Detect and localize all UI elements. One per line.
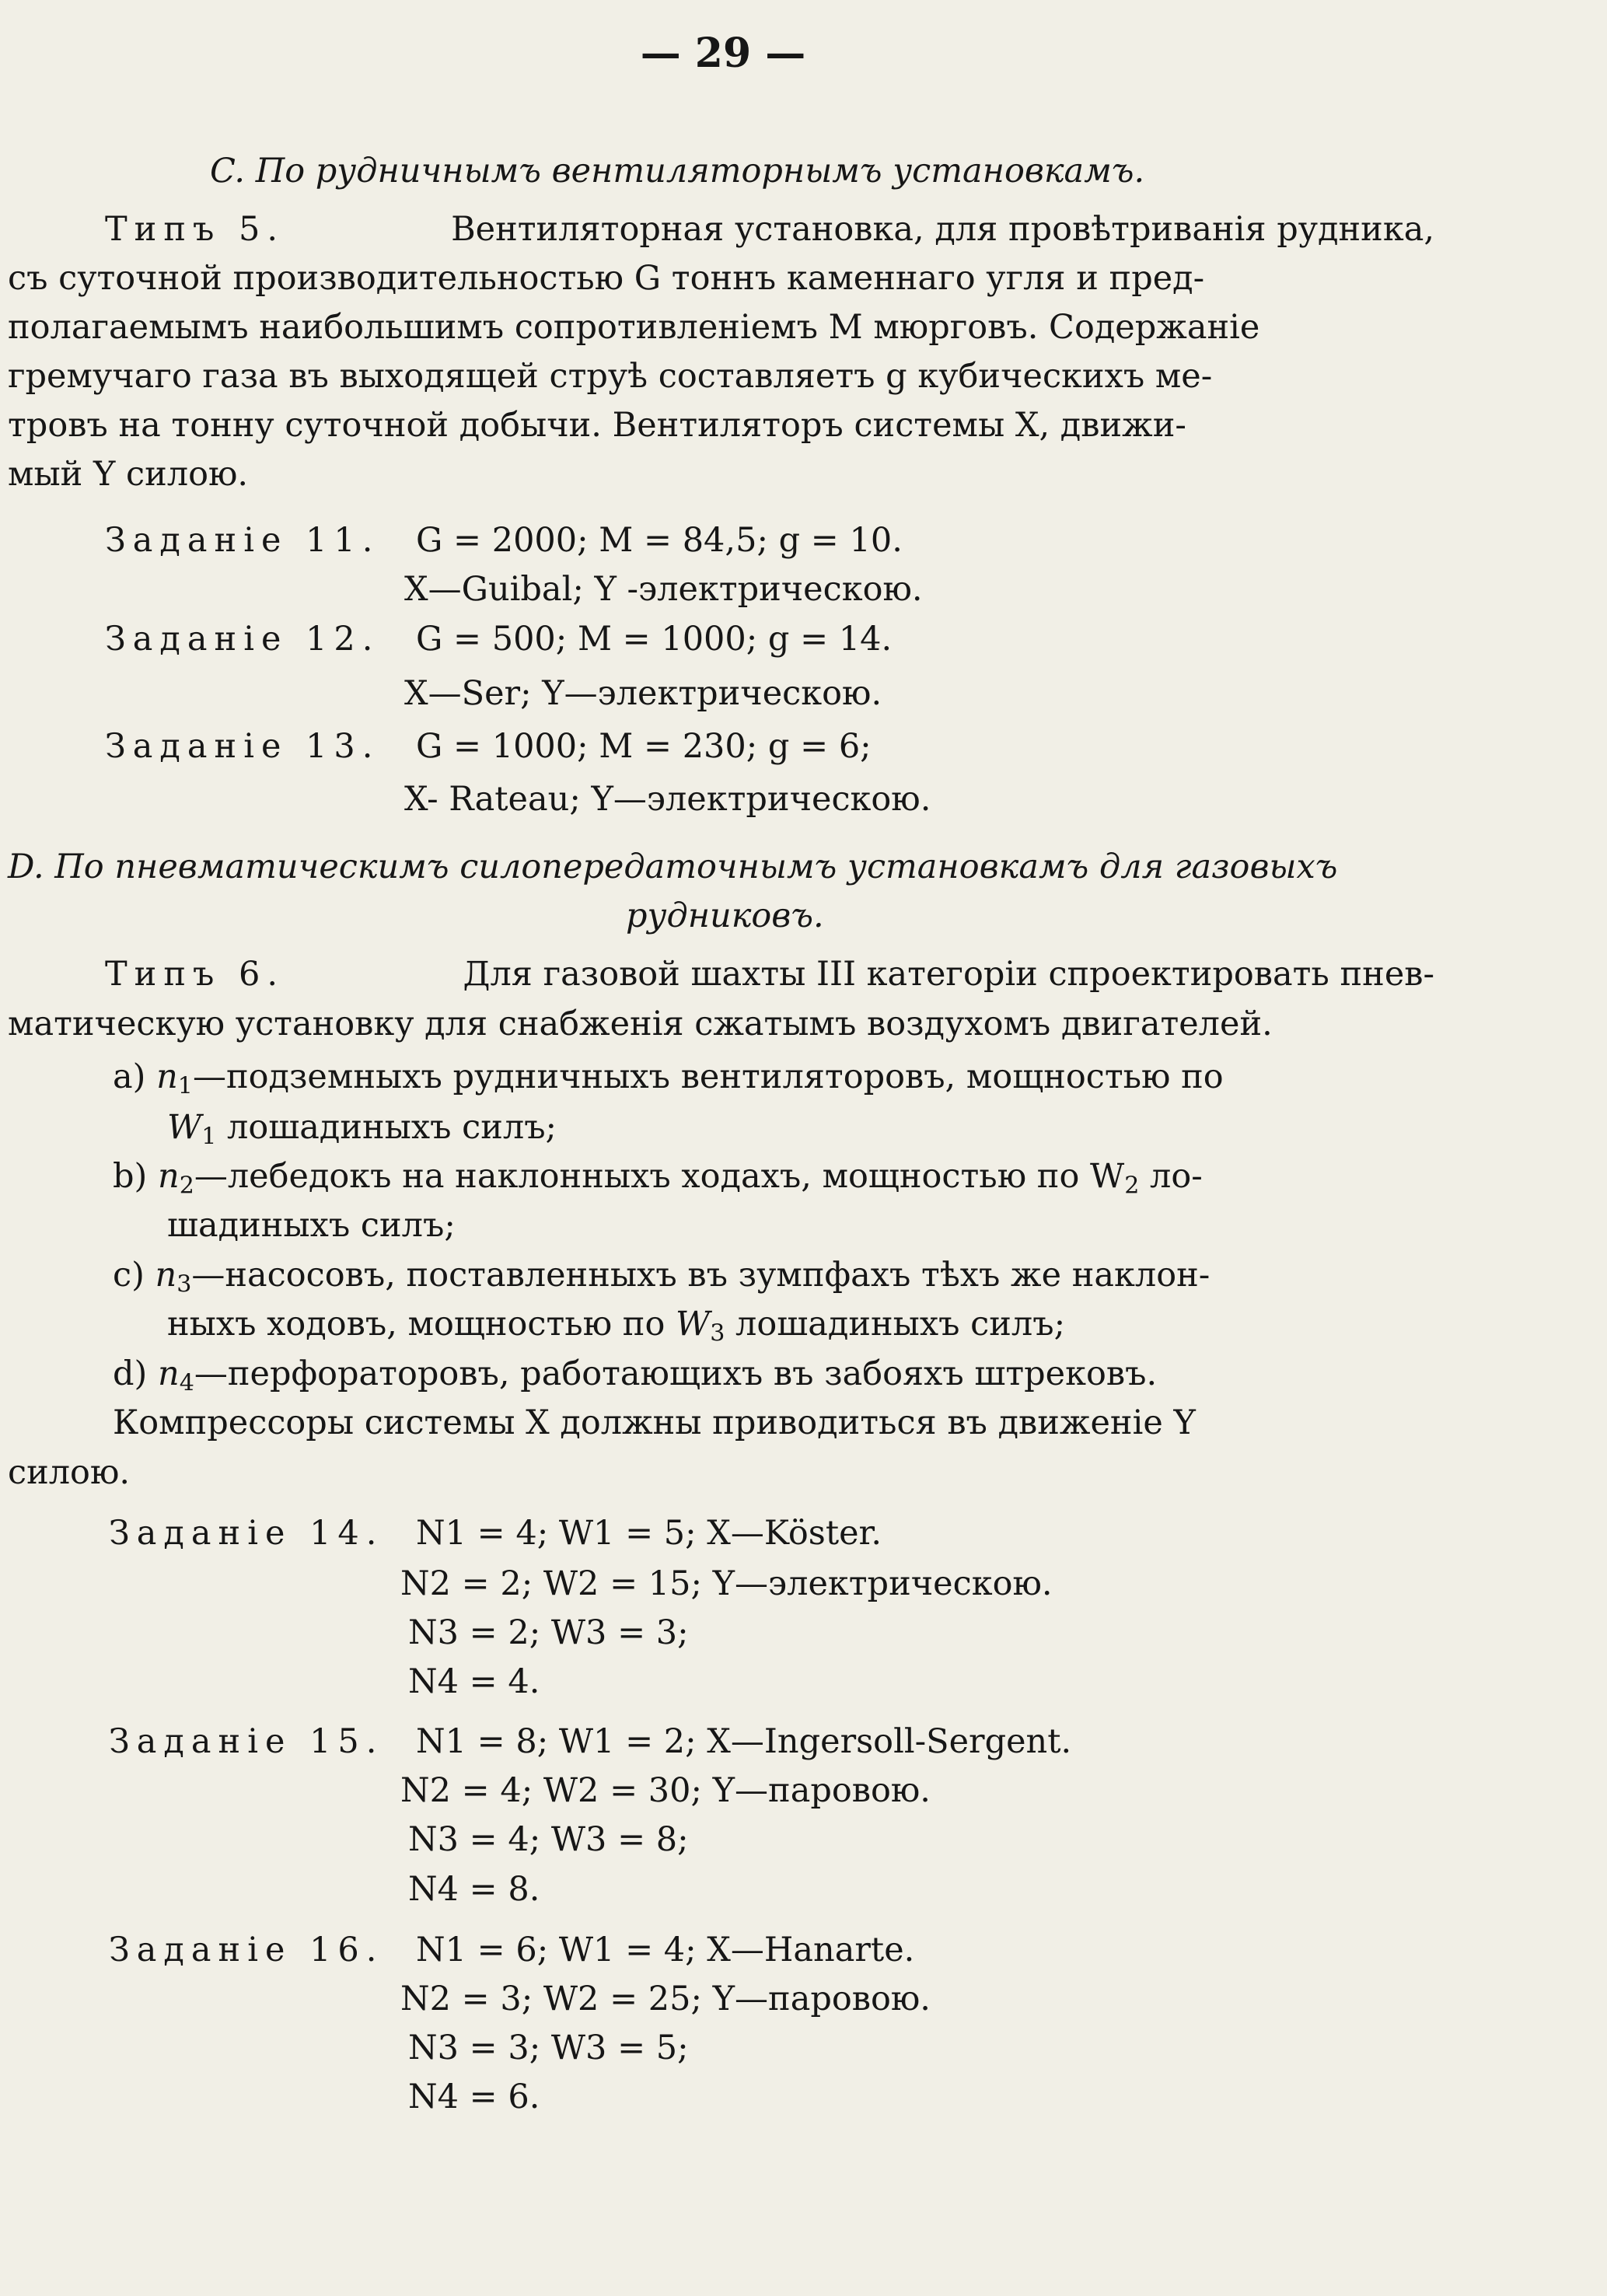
- item-d-var: n: [157, 1354, 180, 1393]
- item-b-var: n: [157, 1157, 180, 1196]
- item-d-mark: d): [113, 1354, 148, 1393]
- task-12-line-2: X—Ser; Y—электрическою.: [404, 674, 882, 713]
- task-14-line-2: N2 = 2; W2 = 15; Y—электрическою.: [400, 1564, 1053, 1603]
- section-d-intro-1: Для газовой шахты III категоріи спроектировать пнев-: [463, 955, 1434, 994]
- section-c-body-1: Вентиляторная установка, для провѣтриванія рудника,: [451, 210, 1434, 249]
- item-c-w: W: [676, 1305, 711, 1344]
- section-c-heading: C. По рудничнымъ вентиляторнымъ установкамъ.: [210, 152, 1145, 190]
- section-c-line-1: [105, 206, 1434, 253]
- item-a-wsub: 1: [201, 1123, 217, 1151]
- item-a-sub: 1: [177, 1072, 193, 1100]
- item-a-line-1: [113, 1054, 1224, 1110]
- section-d-line-1: [105, 951, 1434, 998]
- item-c-text-2a: ныхъ ходовъ, мощностью по: [167, 1305, 676, 1344]
- task-13-label: Заданіе 13.: [105, 727, 380, 766]
- item-d-text: —перфораторовъ, работающихъ въ забояхъ штрековъ.: [194, 1354, 1158, 1393]
- item-c-wsub: 3: [710, 1319, 725, 1347]
- task-14-line-4: N4 = 4.: [408, 1662, 540, 1701]
- task-15-line-2: N2 = 4; W2 = 30; Y—паровою.: [400, 1771, 931, 1810]
- item-d-line-1: [113, 1351, 1157, 1407]
- task-12-label: Заданіе 12.: [105, 620, 380, 659]
- task-14-line-3: N3 = 2; W3 = 3;: [408, 1613, 689, 1652]
- item-a-text-2: лошадиныхъ силъ;: [216, 1108, 557, 1147]
- section-c-body-3: полагаемымъ наибольшимъ сопротивленіемъ M мюрговъ. Содержаніе: [8, 308, 1260, 347]
- item-c-text: —насосовъ, поставленныхъ въ зумпфахъ тѣхъ же наклон-: [191, 1256, 1210, 1295]
- task-16-label: Заданіе 16.: [109, 1931, 384, 1969]
- page-number: — 29 —: [640, 30, 806, 77]
- task-11-label: Заданіе 11.: [105, 521, 380, 560]
- task-14-line-1: N1 = 4; W1 = 5; X—Köster.: [416, 1514, 882, 1553]
- type-6-label: Типъ 6.: [105, 955, 285, 994]
- task-15-line-3: N3 = 4; W3 = 8;: [408, 1820, 689, 1859]
- task-16-line-3: N3 = 3; W3 = 5;: [408, 2029, 689, 2067]
- item-b-text-end: ло-: [1139, 1157, 1203, 1196]
- item-a-var: n: [156, 1057, 178, 1096]
- task-12-line-1: G = 500; M = 1000; g = 14.: [416, 620, 893, 659]
- task-16-line-2: N2 = 3; W2 = 25; Y—паровою.: [400, 1980, 931, 2018]
- section-c-body-5: тровъ на тонну суточной добычи. Вентиляторъ системы X, движи-: [8, 406, 1186, 445]
- task-13-line-1: G = 1000; M = 230; g = 6;: [416, 727, 872, 766]
- task-14-label: Заданіе 14.: [109, 1514, 384, 1553]
- section-c-body-4: гремучаго газа въ выходящей струѣ составляетъ g кубическихъ ме-: [8, 357, 1213, 396]
- task-15-line-4: N4 = 8.: [408, 1870, 540, 1909]
- item-a-line-2: [167, 1104, 557, 1161]
- section-d-intro-2: матическую установку для снабженія сжатымъ воздухомъ двигателей.: [8, 1005, 1273, 1043]
- section-c-body-6: мый Y силою.: [8, 455, 249, 494]
- task-16-line-4: N4 = 6.: [408, 2078, 540, 2116]
- item-b-mark: b): [113, 1157, 148, 1196]
- item-c-sub: 3: [176, 1270, 192, 1298]
- task-13-line-2: X- Rateau; Y—электрическою.: [404, 780, 931, 819]
- item-b-line-2: шадиныхъ силъ;: [167, 1206, 456, 1245]
- task-11-line-2: X—Guibal; Y -электрическою.: [404, 570, 923, 609]
- item-b-sub: 2: [179, 1172, 194, 1200]
- item-b-line-1: [113, 1153, 1203, 1210]
- item-a-text: —подземныхъ рудничныхъ вентиляторовъ, мощностью по: [192, 1057, 1224, 1096]
- task-11-line-1: G = 2000; M = 84,5; g = 10.: [416, 521, 903, 560]
- item-c-var: n: [155, 1256, 177, 1295]
- type-5-label: Типъ 5.: [105, 210, 285, 249]
- task-15-line-1: N1 = 8; W1 = 2; X—Ingersoll-Sergent.: [416, 1722, 1072, 1761]
- section-d-heading-2: рудниковъ.: [626, 896, 824, 935]
- item-b-wsub: 2: [1124, 1172, 1140, 1200]
- item-c-line-1: [113, 1252, 1210, 1309]
- item-a-mark: a): [113, 1057, 146, 1096]
- section-c-body-2: съ суточной производительностью G тоннъ каменнаго угля и пред-: [8, 259, 1205, 298]
- item-c-line-2: [167, 1301, 1065, 1358]
- section-d-heading-1: D. По пневматическимъ силопередаточнымъ установкамъ для газовыхъ: [8, 847, 1338, 886]
- item-c-mark: c): [113, 1256, 145, 1295]
- item-b-text: —лебедокъ на наклонныхъ ходахъ, мощностью по W: [194, 1157, 1125, 1196]
- task-15-label: Заданіе 15.: [109, 1722, 384, 1761]
- item-a-w: W: [167, 1108, 202, 1147]
- item-c-text-2b: лошадиныхъ силъ;: [725, 1305, 1066, 1344]
- task-16-line-1: N1 = 6; W1 = 4; X—Hanarte.: [416, 1931, 915, 1969]
- item-d-sub: 4: [179, 1369, 194, 1397]
- compressors-line-1: Компрессоры системы X должны приводиться въ движеніе Y: [113, 1403, 1196, 1442]
- compressors-line-2: силою.: [8, 1453, 131, 1492]
